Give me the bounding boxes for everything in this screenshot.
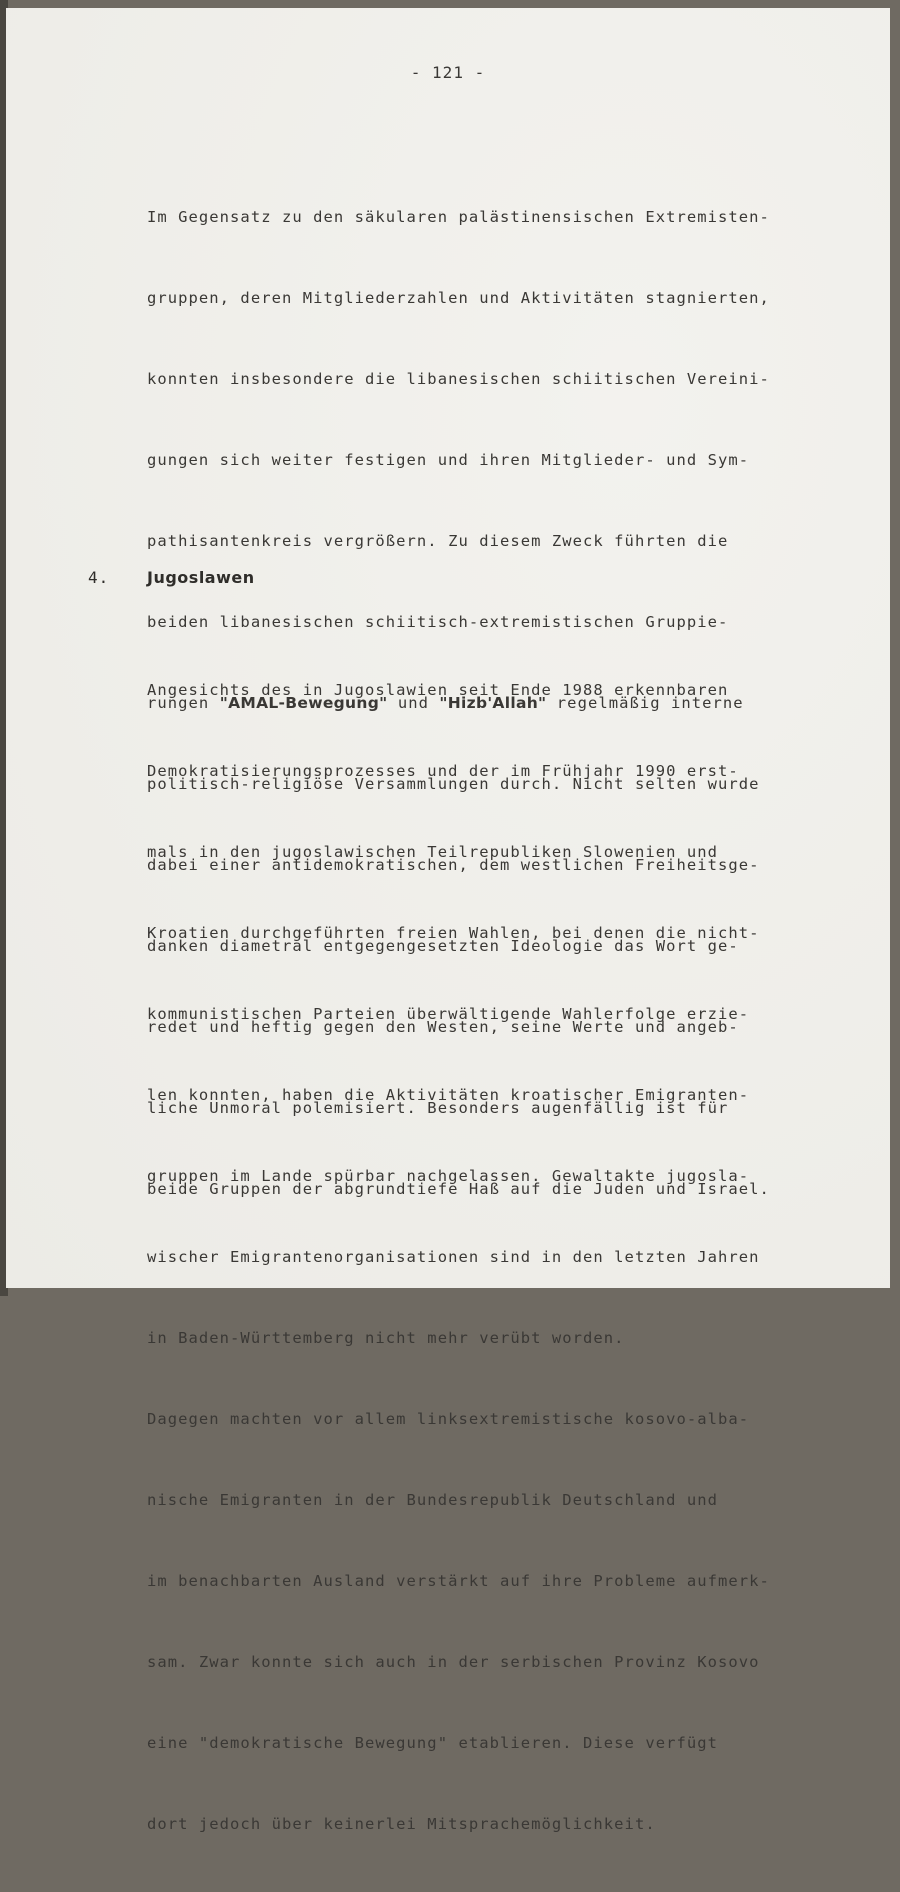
text-line: gungen sich weiter festigen und ihren Mitglieder- und Sym-: [147, 451, 750, 469]
text-line: dabei einer antidemokratischen, dem westlichen Freiheitsge-: [147, 856, 760, 874]
text-line: danken diametral entgegengesetzten Ideologie das Wort ge-: [147, 937, 739, 955]
document-page: [6, 8, 890, 1833]
bold-term-hizballah: "Hizb'Allah": [439, 694, 547, 712]
text-line: pathisantenkreis vergrößern. Zu diesem Zweck führten die: [147, 532, 729, 550]
text-line: Dagegen machten vor allem linksextremistische kosovo-alba-: [147, 1410, 750, 1428]
text-line: politisch-religiöse Versammlungen durch. Nicht selten wurde: [147, 775, 760, 793]
text-line: gruppen, deren Mitgliederzahlen und Aktivitäten stagnierten,: [147, 289, 770, 307]
text-line: nische Emigranten in der Bundesrepublik Deutschland und: [147, 1491, 718, 1509]
text-line: kommunistischen Parteien überwältigende Wahlerfolge erzie-: [147, 1005, 750, 1023]
text-line: Im Gegensatz zu den säkularen palästinensischen Extremisten-: [147, 208, 770, 226]
text-line: mals in den jugoslawischen Teilrepubliken Slowenien und: [147, 843, 718, 861]
text-line: dort jedoch über keinerlei Mitsprachemöglichkeit.: [147, 1815, 656, 1833]
text-segment: und: [387, 694, 440, 712]
text-line: Demokratisierungsprozesses und der im Frühjahr 1990 erst-: [147, 762, 739, 780]
text-line: beide Gruppen der abgrundtiefe Haß auf die Juden und Israel.: [147, 1180, 770, 1198]
text-line: len konnten, haben die Aktivitäten kroatischer Emigranten-: [147, 1086, 750, 1104]
text-line: eine "demokratische Bewegung" etablieren. Diese verfügt: [147, 1734, 718, 1752]
text-segment: rungen: [147, 694, 220, 712]
text-line: beiden libanesischen schiitisch-extremistischen Gruppie-: [147, 613, 729, 631]
text-segment: regelmäßig interne: [546, 694, 744, 712]
text-line: sam. Zwar konnte sich auch in der serbischen Provinz Kosovo: [147, 1653, 760, 1671]
paragraph-jugoslawen: [147, 623, 770, 1892]
text-line: redet und heftig gegen den Westen, seine Werte und angeb-: [147, 1018, 739, 1036]
text-line: in Baden-Württemberg nicht mehr verübt worden.: [147, 1329, 625, 1347]
bold-term-amal: "AMAL-Bewegung": [219, 694, 388, 712]
page-number: - 121 -: [410, 63, 486, 82]
section-number: 4.: [88, 568, 110, 587]
text-line: gruppen im Lande spürbar nachgelassen. Gewaltakte jugosla-: [147, 1167, 750, 1185]
text-line: wischer Emigrantenorganisationen sind in den letzten Jahren: [147, 1248, 760, 1266]
text-line: konnten insbesondere die libanesischen schiitischen Vereini-: [147, 370, 770, 388]
text-line: Angesichts des in Jugoslawien seit Ende 1988 erkennbaren: [147, 681, 729, 699]
text-line: im benachbarten Ausland verstärkt auf ihre Probleme aufmerk-: [147, 1572, 770, 1590]
text-line: Kroatien durchgeführten freien Wahlen, bei denen die nicht-: [147, 924, 760, 942]
text-line: liche Unmoral polemisiert. Besonders augenfällig ist für: [147, 1099, 729, 1117]
section-title: Jugoslawen: [147, 568, 255, 587]
